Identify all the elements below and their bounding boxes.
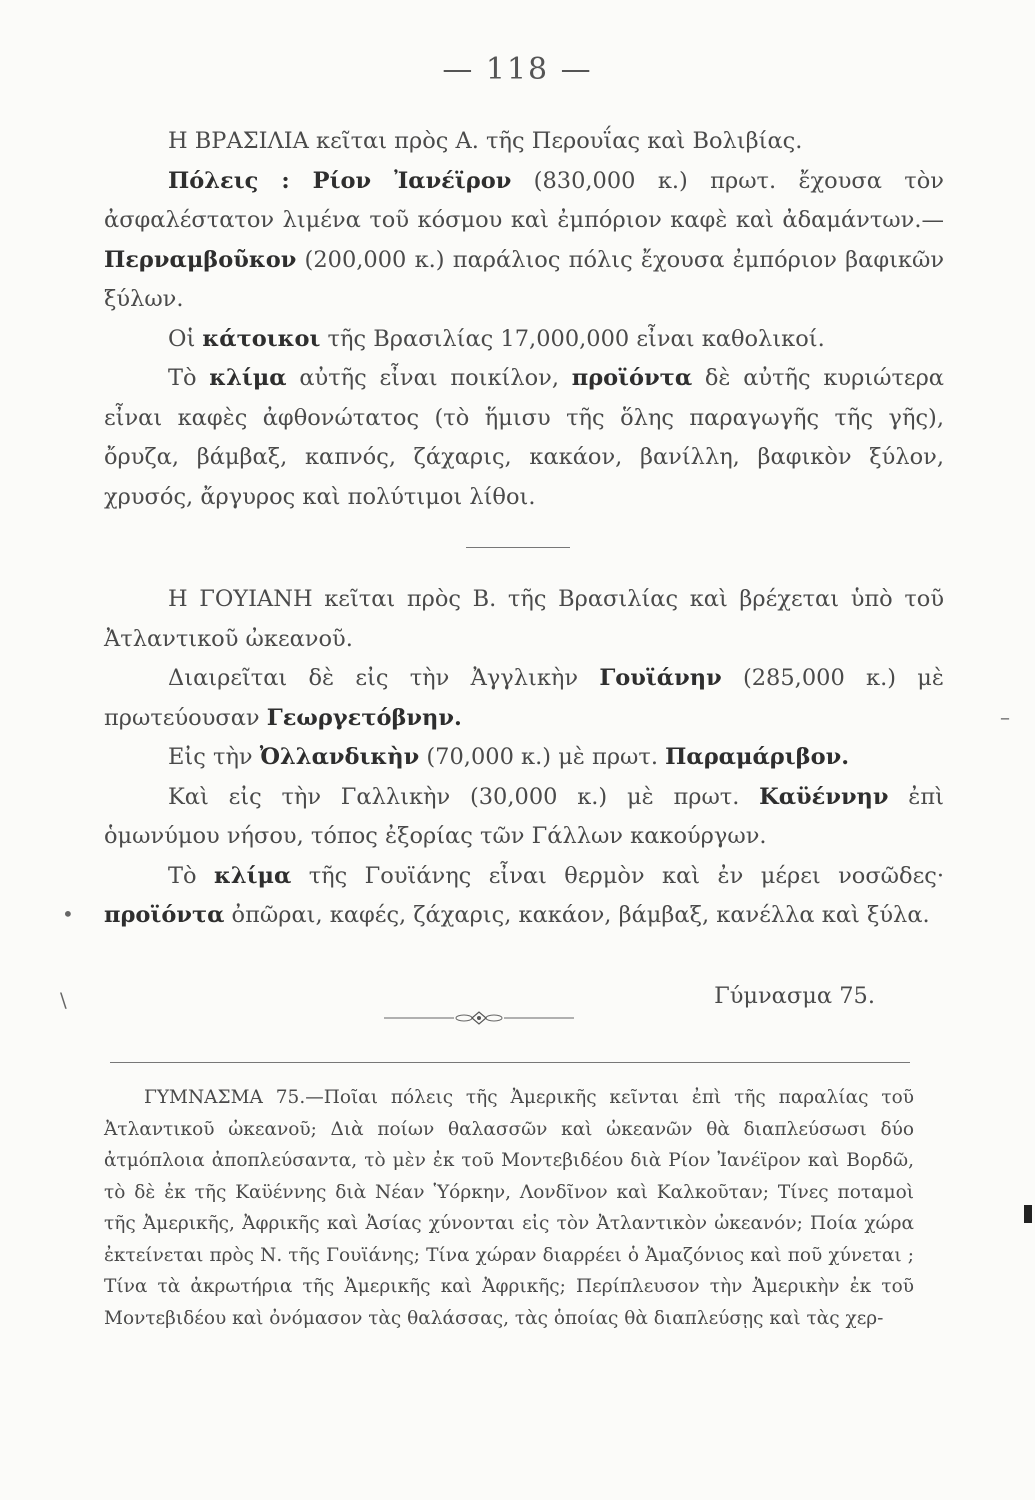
margin-dot: • bbox=[62, 902, 74, 926]
brazil-inhabitants bbox=[104, 320, 944, 360]
climate-text: αὐτῆς εἶναι ποικίλον, bbox=[286, 365, 572, 391]
brazil-intro: Η ΒΡΑΣΙΛΙΑ κεῖται πρὸς Α. τῆς Περουΐας καὶ Βολιβίας. bbox=[168, 128, 803, 154]
dutch-text: Εἰς τὴν bbox=[168, 744, 260, 770]
footer-rule bbox=[110, 1062, 910, 1063]
climate-heading: κλίμα bbox=[209, 365, 287, 391]
inhabitants-pre: Οἱ bbox=[168, 325, 203, 352]
guiana-dutch bbox=[104, 738, 944, 778]
ornament-divider bbox=[384, 1010, 574, 1026]
dutch-heading: Ὀλλανδικὴν bbox=[259, 744, 420, 770]
margin-dash: – bbox=[1000, 705, 1010, 729]
cities-heading: Πόλεις : Ρίον Ἰανέϊρον bbox=[168, 167, 512, 194]
brazil-climate bbox=[104, 359, 944, 517]
section-divider bbox=[466, 547, 570, 548]
georgetown-heading: Γεωργετόβνην. bbox=[266, 704, 462, 731]
english-text: Διαιρεῖται δὲ εἰς τὴν Ἀγγλικὴν bbox=[168, 665, 600, 691]
pernambuco-text: (200,000 κ.) παράλιος πόλις ἔχουσα ἐμπόριον βαφικῶν ξύλων. bbox=[104, 246, 944, 312]
section-guiana bbox=[104, 580, 944, 936]
guiana-english bbox=[104, 659, 944, 738]
inhabitants-text: τῆς Βρασιλίας 17,000,000 εἶναι καθολικοί. bbox=[320, 325, 825, 352]
french-text: Καὶ εἰς τὴν Γαλλικὴν (30,000 κ.) μὲ πρωτ. bbox=[168, 783, 760, 810]
g-products-text: ὀπῶραι, καφές, ζάχαρις, κακάον, βάμβαξ, κανέλλα καὶ ξύλα. bbox=[224, 902, 930, 928]
brazil-cities bbox=[104, 162, 944, 320]
exercise-reference: Γύμνασμα 75. bbox=[714, 983, 875, 1009]
g-climate-heading: κλίμα bbox=[213, 862, 292, 889]
french-text2: ἐπὶ ὁμωνύμου νήσου, τόπος ἐξορίας τῶν Γάλλων κακούργων. bbox=[104, 783, 944, 849]
section-brazil bbox=[104, 122, 944, 517]
climate-pre: Τὸ bbox=[168, 365, 210, 391]
english-text2: (285,000 κ.) μὲ πρωτεύουσαν bbox=[104, 665, 944, 731]
products-heading: προϊόντα bbox=[571, 365, 693, 391]
g-climate-pre: Τὸ bbox=[168, 862, 214, 889]
guiana-intro: Η ΓΟΥΙΑΝΗ κεῖται πρὸς Β. τῆς Βρασιλίας καὶ βρέχεται ὑπὸ τοῦ Ἀτλαντικοῦ ὠκεανοῦ. bbox=[104, 586, 944, 652]
edge-mark bbox=[1024, 1205, 1032, 1223]
page-number: — 118 — bbox=[442, 52, 593, 87]
inhabitants-heading: κάτοικοι bbox=[202, 325, 321, 352]
margin-stroke: \ bbox=[60, 988, 67, 1012]
exercise-text: ΓΥΜΝΑΣΜΑ 75.—Ποῖαι πόλεις τῆς Ἀμερικῆς κεῖνται ἐπὶ τῆς παραλίας τοῦ Ἀτλαντικοῦ ὠκεανοῦ; Διὰ ποίων θαλασσῶν καὶ ὠκεανῶν θὰ διαπλεύσωσι δύο ἀτμόπλοια ἀποπλεύσαντα, τὸ μὲν ἐκ τοῦ Μοντεβιδέου διὰ Ρίον Ἰανέϊρον καὶ Βορδῶ, τὸ δὲ ἐκ τῆς Καϋέννης διὰ Νέαν Ὑόρκην, Λονδῖνον καὶ Καλκοῦταν; Τίνες ποταμοὶ τῆς Ἀμερικῆς, Ἀφρικῆς καὶ Ἀσίας χύνονται εἰς τὸν Ἀτλαντικὸν ὠκεανόν; Ποία χώρα ἐκτείνεται πρὸς Ν. τῆς Γουϊάνης; Τίνα χώραν διαρρέει ὁ Ἀμαζόνιος καὶ ποῦ χύνεται ; Τίνα τὰ ἀκρωτήρια τῆς Ἀμερικῆς καὶ Ἀφρικῆς; Περίπλευσον τὴν Ἀμερικὴν ἐκ τοῦ Μοντεβιδέου καὶ ὀνόμασον τὰς θαλάσσας, τὰς ὁποίας θὰ διαπλεύσῃς καὶ τὰς χερ- bbox=[104, 1087, 914, 1329]
guiana-french bbox=[104, 778, 944, 857]
cayenne-heading: Καϋέννην bbox=[759, 783, 889, 810]
exercise-block bbox=[104, 1082, 914, 1334]
guiana-climate bbox=[104, 857, 944, 936]
g-climate-text: τῆς Γουϊάνης εἶναι θερμὸν καὶ ἐν μέρει νοσῶδες· bbox=[291, 862, 944, 889]
guiana-heading: Γουϊάνην bbox=[599, 665, 722, 691]
g-products-heading: προϊόντα bbox=[104, 902, 225, 928]
rio-text: (830,000 κ.) πρωτ. ἔχουσα τὸν ἀσφαλέστατον λιμένα τοῦ κόσμου καὶ ἐμπόριον καφὲ καὶ ἀδαμάντων.— bbox=[104, 167, 944, 233]
products-text: δὲ αὐτῆς κυριώτερα εἶναι καφὲς ἀφθονώτατος (τὸ ἥμισυ τῆς ὅλης παραγωγῆς τῆς γῆς), ὄρυζα, βάμβαξ, καπνός, ζάχαρις, κακάον, βανίλλη, βαφικὸν ξύλον, χρυσός, ἄργυρος καὶ πολύτιμοι λίθοι. bbox=[104, 365, 944, 510]
paramaribo-heading: Παραμάριβον. bbox=[665, 744, 850, 770]
dutch-text2: (70,000 κ.) μὲ πρωτ. bbox=[419, 744, 666, 770]
pernambuco-heading: Περναμβοῦκον bbox=[104, 246, 297, 273]
